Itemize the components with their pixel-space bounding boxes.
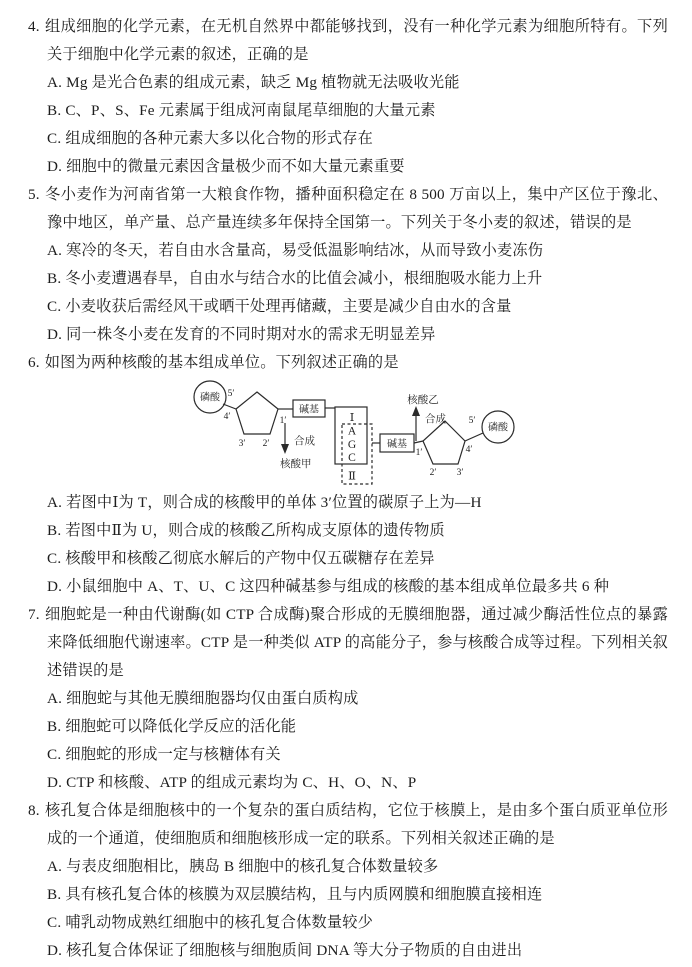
question-8-option-b: B. 具有核孔复合体的核膜为双层膜结构，且与内质网膜和细胞膜直接相连 — [47, 886, 543, 903]
question-6-stem — [28, 349, 668, 377]
question-7-stem — [28, 601, 668, 685]
question-5-stem — [28, 181, 668, 237]
base-roman-two: Ⅱ — [348, 470, 356, 483]
question-8-option-c: C. 哺乳动物成熟红细胞中的核孔复合体数量较少 — [47, 914, 374, 931]
carbon-4-label-right: 4′ — [465, 445, 473, 455]
pentose-pentagon-left — [236, 392, 278, 434]
question-7-stem-text: 细胞蛇是一种由代谢酶(如 CTP 合成酶)聚合形成的无膜细胞器，通过减少酶活性位点的暴露来降低细胞代谢速率。CTP 是一种类似 ATP 的高能分子，参与核酸合成等过程。下列相关叙述错误的是 — [44, 606, 668, 679]
phosphate-label-right: 磷酸 — [488, 422, 508, 434]
pentose-pentagon-right — [423, 421, 465, 464]
question-6-option-b: B. 若图中Ⅱ为 U，则合成的核酸乙所构成支原体的遗传物质 — [47, 522, 445, 539]
base-label-right: 碱基 — [387, 439, 407, 450]
question-4-option-a: A. Mg 是光合色素的组成元素，缺乏 Mg 植物就无法吸收光能 — [47, 74, 460, 91]
base-letter-c: C — [348, 452, 356, 464]
nucleic-acid-a-label: 核酸甲 — [280, 459, 312, 470]
base-label-left: 碱基 — [299, 404, 319, 416]
nucleotide-diagram-svg — [186, 377, 531, 489]
question-8-number: 8. — [28, 802, 40, 819]
question-5-option-d: D. 同一株冬小麦在发育的不同时期对水的需求无明显差异 — [47, 326, 436, 343]
nucleotide-diagram — [28, 377, 668, 489]
left-nucleotide-unit — [194, 381, 335, 470]
question-6-option-a: A. 若图中Ⅰ为 T，则合成的核酸甲的单体 3′位置的碳原子上为—H — [47, 494, 482, 511]
question-4-option-c: C. 组成细胞的各种元素大多以化合物的形式存在 — [47, 130, 374, 147]
question-5-stem-text: 冬小麦作为河南省第一大粮食作物，播种面积稳定在 8 500 万亩以上，集中产区位于豫北、豫中地区，单产量、总产量连续多年保持全国第一。下列关于冬小麦的叙述，错误的是 — [44, 186, 668, 231]
carbon-1-label-right: 1′ — [415, 448, 423, 458]
question-7-option-d: D. CTP 和核酸、ATP 的组成元素均为 C、H、O、N、P — [47, 774, 417, 791]
question-4-stem — [28, 13, 668, 69]
right-nucleotide-unit — [380, 393, 514, 478]
question-5-option-a: A. 寒冷的冬天，若自由水含量高，易受低温影响结冰，从而导致小麦冻伤 — [47, 242, 544, 259]
carbon-2-label-left: 2′ — [262, 439, 270, 449]
question-5 — [28, 181, 668, 349]
question-5-option-b: B. 冬小麦遭遇春旱，自由水与结合水的比值会减小，根细胞吸水能力上升 — [47, 270, 543, 287]
sugar-phosphate-bond-right — [465, 433, 483, 441]
question-6-option-d: D. 小鼠细胞中 A、T、U、C 这四种碱基参与组成的核酸的基本组成单位最多共 6 种 — [47, 578, 610, 595]
carbon-1-label-left: 1′ — [279, 416, 287, 426]
synthesis-label-right: 合成 — [425, 414, 446, 425]
question-4 — [28, 13, 668, 181]
question-6-number: 6. — [28, 354, 40, 371]
synthesis-arrowhead-left — [281, 444, 289, 454]
nucleic-acid-b-label: 核酸乙 — [407, 395, 439, 406]
carbon-3-label-left: 3′ — [238, 439, 246, 449]
question-6-option-c: C. 核酸甲和核酸乙彻底水解后的产物中仅五碳糖存在差异 — [47, 550, 435, 567]
question-4-option-d: D. 细胞中的微量元素因含量极少而不如大量元素重要 — [47, 158, 405, 175]
base-column — [335, 407, 380, 484]
phosphate-sugar-bond-left — [223, 404, 236, 409]
question-6 — [28, 349, 668, 601]
question-8-stem-text: 核孔复合体是细胞核中的一个复杂的蛋白质结构，它位于核膜上，是由多个蛋白质亚单位形成的一个通道，使细胞质和细胞核形成一定的联系。下列相关叙述正确的是 — [44, 802, 668, 847]
base-letter-a: A — [347, 425, 357, 438]
question-7 — [28, 601, 668, 797]
question-7-option-c: C. 细胞蛇的形成一定与核糖体有关 — [47, 746, 281, 763]
question-7-number: 7. — [28, 606, 40, 623]
question-8 — [28, 797, 668, 965]
question-6-stem-text: 如图为两种核酸的基本组成单位。下列叙述正确的是 — [44, 354, 399, 371]
question-7-option-b: B. 细胞蛇可以降低化学反应的活化能 — [47, 718, 297, 735]
question-7-option-a: A. 细胞蛇与其他无膜细胞器均仅由蛋白质构成 — [47, 690, 359, 707]
question-8-stem — [28, 797, 668, 853]
carbon-5-label-right: 5′ — [468, 416, 476, 426]
base-sugar-bond-right — [414, 441, 423, 443]
synthesis-arrowhead-right — [412, 406, 420, 416]
base-letter-g: G — [347, 439, 357, 451]
question-8-option-d: D. 核孔复合体保证了细胞核与细胞质间 DNA 等大分子物质的自由进出 — [47, 942, 523, 959]
question-4-stem-text: 组成细胞的化学元素，在无机自然界中都能够找到，没有一种化学元素为细胞所特有。下列关于细胞中化学元素的叙述，正确的是 — [44, 18, 668, 63]
base-roman-one: Ⅰ — [349, 412, 355, 424]
question-8-option-a: A. 与表皮细胞相比，胰岛 B 细胞中的核孔复合体数量较多 — [47, 858, 439, 875]
question-4-option-b: B. C、P、S、Fe 元素属于组成河南鼠尾草细胞的大量元素 — [47, 102, 436, 119]
carbon-4-label-left: 4′ — [223, 412, 231, 422]
question-4-number: 4. — [28, 18, 40, 35]
phosphate-label-left: 磷酸 — [200, 392, 220, 404]
carbon-2-label-right: 2′ — [429, 468, 437, 478]
carbon-5-label-left: 5′ — [227, 389, 235, 399]
carbon-3-label-right: 3′ — [456, 468, 464, 478]
synthesis-label-left: 合成 — [294, 436, 315, 447]
question-5-number: 5. — [28, 186, 40, 203]
question-5-option-c: C. 小麦收获后需经风干或晒干处理再储藏，主要是减少自由水的含量 — [47, 298, 512, 315]
